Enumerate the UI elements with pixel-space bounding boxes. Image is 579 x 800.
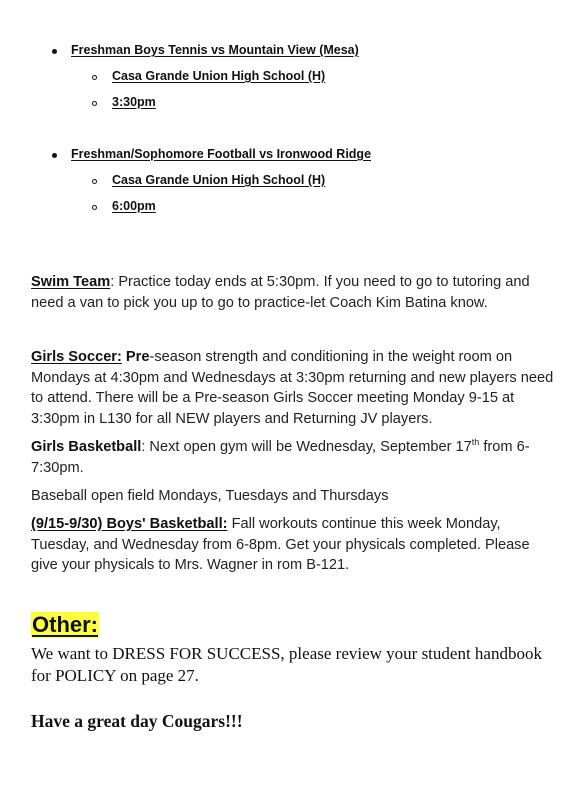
closing-text: Have a great day Cougars!!! (31, 711, 243, 731)
boys-basketball-paragraph (31, 514, 556, 576)
bullet-dot-icon (52, 49, 57, 54)
event-1-location (112, 69, 325, 83)
swim-team-paragraph (31, 272, 556, 313)
swim-team-label: Swim Team (31, 274, 111, 290)
baseball-paragraph (31, 486, 556, 507)
girls-soccer-text: -season strength and conditioning in the weight room on Mondays at 4:30pm and Wednesdays at 3:30pm returning and new players need to attend. There will be a Pre-season Girls Soccer meeting Monday 9-15 at 3:30pm in L130 for all NEW players and Returning JV players. (31, 349, 554, 427)
event-2-location (112, 173, 325, 187)
event-1-time (112, 95, 156, 109)
event-2-time-text: 6:00pm (112, 199, 156, 213)
baseball-text: Baseball open field Mondays, Tuesdays and Thursdays (31, 488, 389, 504)
girls-basketball-text: : Next open gym will be Wednesday, September 17 (141, 439, 472, 455)
event-2-title-text: Freshman/Sophomore Football vs Ironwood Ridge (71, 147, 372, 161)
other-heading-text: Other: (32, 612, 98, 637)
swim-team-text: : Practice today ends at 5:30pm. If you need to go to tutoring and need a van to pick you up to go to practice-let Coach Kim Batina know. (31, 274, 530, 311)
sub-bullet-circle-icon (92, 205, 97, 210)
girls-basketball-paragraph (31, 437, 556, 478)
dress-for-success-text: We want to DRESS FOR SUCCESS, please review your student handbook for POLICY on page 27. (31, 644, 542, 685)
dress-for-success-paragraph (31, 643, 551, 687)
closing-line (31, 710, 551, 732)
girls-soccer-bold-lead: Pre (121, 349, 150, 365)
event-1-title (71, 43, 359, 57)
other-heading (31, 612, 99, 638)
sub-bullet-circle-icon (92, 179, 97, 184)
girls-soccer-paragraph (31, 347, 556, 429)
girls-soccer-label: Girls Soccer: (31, 349, 122, 365)
event-2-title (71, 147, 371, 161)
event-1-title-text: Freshman Boys Tennis vs Mountain View (Mesa) (71, 43, 359, 57)
girls-basketball-sup: th (471, 437, 480, 448)
event-2-location-text: Casa Grande Union High School (H) (112, 173, 326, 187)
event-1-location-text: Casa Grande Union High School (H) (112, 69, 326, 83)
event-2-time (112, 199, 156, 213)
girls-basketball-label: Girls Basketball (31, 439, 142, 455)
sub-bullet-circle-icon (92, 75, 97, 80)
bullet-dot-icon (52, 153, 57, 158)
sub-bullet-circle-icon (92, 101, 97, 106)
boys-basketball-label: (9/15-9/30) Boys' Basketball: (31, 516, 228, 532)
boys-basketball-text: Fall workouts continue this week Monday, Tuesday, and Wednesday from 6-8pm. Get your physicals completed. Please give your physicals to Mrs. Wagner in rom B-121. (31, 516, 530, 573)
girls-basketball-text-after: from 6-7:30pm. (31, 439, 530, 476)
event-1-time-text: 3:30pm (112, 95, 156, 109)
